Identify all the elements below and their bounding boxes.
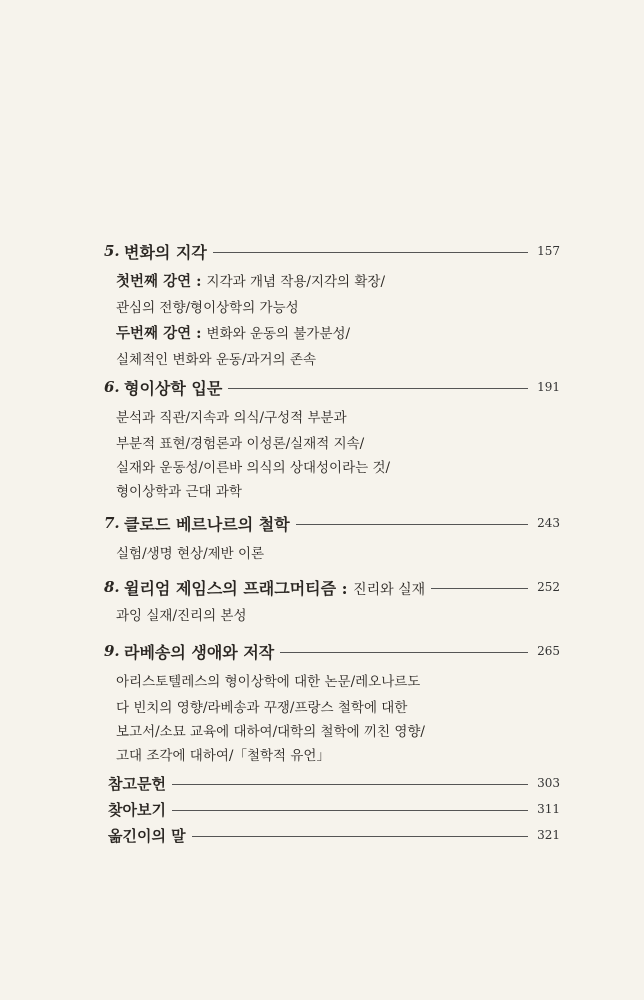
chapter-number: 7.	[104, 514, 120, 532]
chapter-number: 9.	[104, 642, 120, 660]
dot-leader	[431, 588, 528, 589]
summary-text: 변화와 운동의 불가분성/	[206, 326, 351, 342]
chapter-summary-line: 분석과 직관/지속과 의식/구성적 부분과	[116, 410, 347, 426]
chapter-summary-line: 고대 조각에 대하여/「철학적 유언」	[116, 748, 330, 764]
dot-leader	[296, 524, 528, 525]
summary-text: 지각과 개념 작용/지각의 확장/	[206, 274, 386, 290]
toc-entry-index[interactable]	[104, 798, 560, 820]
chapter-summary-line: 아리스토텔레스의 형이상학에 대한 논문/레오나르도	[116, 674, 421, 690]
chapter-summary-line: 형이상학과 근대 과학	[116, 484, 242, 500]
dot-leader	[213, 252, 528, 253]
chapter-subtitle: 진리와 실재	[353, 581, 426, 598]
chapter-summary-line	[116, 298, 299, 318]
page-number: 157	[537, 244, 560, 258]
toc-entry-translator-note[interactable]	[104, 824, 560, 846]
backmatter-title: 옮긴이의 말	[108, 826, 186, 845]
dot-leader	[192, 836, 528, 837]
toc-entry-chapter-6[interactable]	[104, 376, 560, 398]
chapter-summary-line: 과잉 실재/진리의 본성	[116, 608, 247, 624]
chapter-title-main: 윌리엄 제임스의 프래그머티즘 :	[124, 578, 348, 598]
chapter-summary-line: 다 빈치의 영향/라베송과 꾸쟁/프랑스 철학에 대한	[116, 700, 408, 716]
dot-leader	[280, 652, 528, 653]
chapter-title: 라베송의 생애와 저작	[124, 642, 275, 662]
toc-entry-chapter-9[interactable]	[104, 640, 560, 662]
dot-leader	[228, 388, 528, 389]
chapter-summary-line: 실험/생명 현상/제반 이론	[116, 546, 265, 562]
toc-entry-chapter-7[interactable]	[104, 512, 560, 534]
chapter-number: 5.	[104, 242, 120, 260]
chapter-summary-line: 보고서/소묘 교육에 대하여/대학의 철학에 끼친 영향/	[116, 724, 425, 740]
lecture-label: 두번째 강연 :	[116, 325, 207, 342]
page-number: 252	[537, 580, 560, 594]
page-number: 191	[537, 380, 560, 394]
toc-entry-chapter-8[interactable]	[104, 576, 560, 598]
page-number: 265	[537, 644, 560, 658]
chapter-number: 8.	[104, 578, 120, 596]
chapter-summary-line: 부분적 표현/경험론과 이성론/실재적 지속/	[116, 436, 365, 452]
summary-text: 실체적인 변화와 운동/과거의 존속	[116, 352, 316, 368]
chapter-summary-line	[116, 272, 385, 292]
dot-leader	[172, 810, 528, 811]
chapter-summary-line	[116, 350, 316, 370]
summary-text: 관심의 전향/형이상학의 가능성	[116, 300, 299, 316]
page-number: 303	[537, 776, 560, 790]
chapter-title: 변화의 지각	[124, 242, 207, 262]
chapter-summary-line: 실재와 운동성/이른바 의식의 상대성이라는 것/	[116, 460, 391, 476]
backmatter-title: 참고문헌	[108, 774, 166, 793]
chapter-title: 클로드 베르나르의 철학	[124, 514, 290, 534]
chapter-title: 형이상학 입문	[124, 378, 223, 398]
backmatter-title: 찾아보기	[108, 800, 166, 819]
dot-leader	[172, 784, 528, 785]
toc-entry-chapter-5[interactable]	[104, 240, 560, 262]
chapter-title	[124, 576, 425, 599]
page-number: 321	[537, 828, 560, 842]
page-number: 311	[537, 802, 560, 816]
chapter-number: 6.	[104, 378, 120, 396]
chapter-summary-line	[116, 324, 350, 344]
lecture-label: 첫번째 강연 :	[116, 273, 207, 290]
toc-entry-references[interactable]	[104, 772, 560, 794]
page-number: 243	[537, 516, 560, 530]
